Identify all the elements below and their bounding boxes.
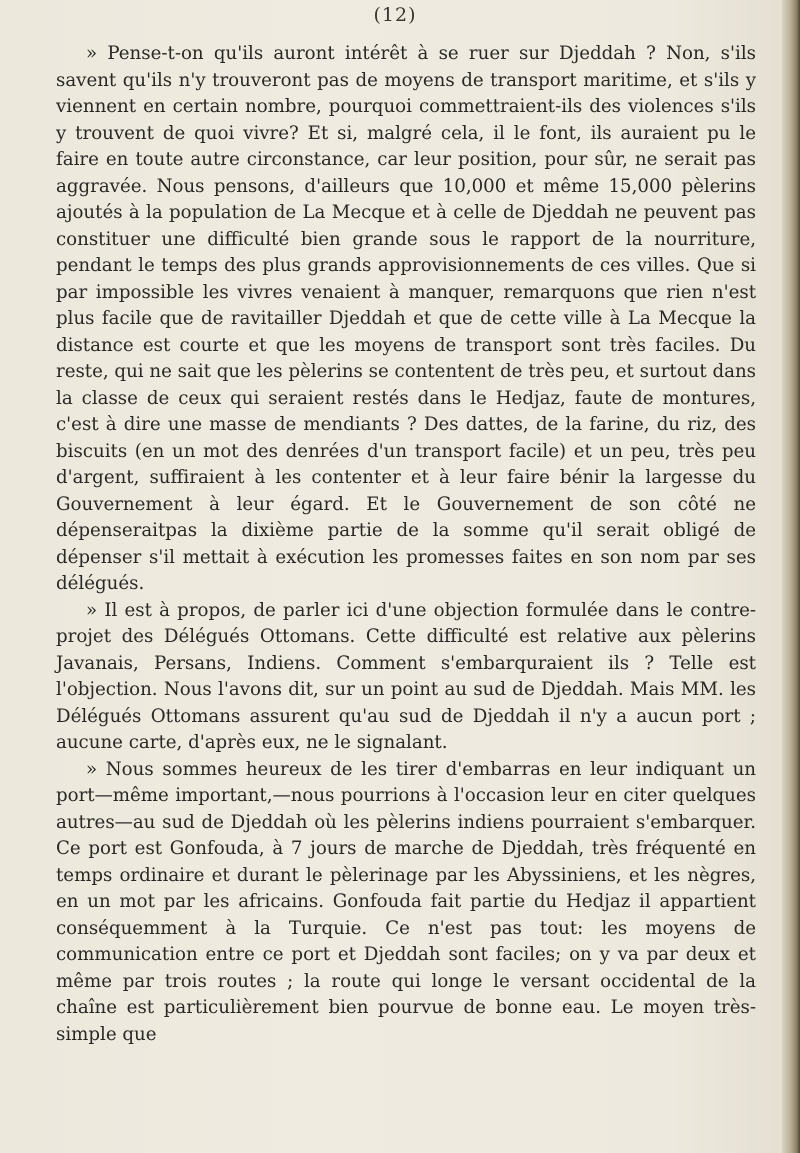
book-binding-edge	[782, 0, 800, 1153]
paragraph-1: » Pense-t-on qu'ils auront intérêt à se ruer sur Djeddah ? Non, s'ils savent qu'ils n'y trouveront pas de moyens de transport maritime, et s'ils y viennent en certain nombre, pourquoi commettraient-ils des violences s'ils y trouvent de quoi vivre? Et si, malgré cela, il le font, ils auraient pu le faire en toute autre circonstance, car leur position, pour sûr, ne serait pas aggravée. Nous pensons, d'ailleurs que 10,000 et même 15,000 pèlerins ajoutés à la population de La Mecque et à celle de Djeddah ne peuvent pas constituer une difficulté bien grande sous le rapport de la nourriture, pendant le temps des plus grands approvisionnements de ces villes. Que si par impossible les vivres venaient à manquer, remarquons que rien n'est plus facile que de ravitailler Djeddah et que de cette ville à La Mecque la distance est courte et que les moyens de transport sont très faciles. Du reste, qui ne sait que les pèlerins se contentent de très peu, et surtout dans la classe de ceux qui seraient restés dans le Hedjaz, faute de montures, c'est à dire une masse de mendiants ? Des dattes, de la farine, du riz, des biscuits (en un mot des denrées d'un transport facile) et un peu, très peu d'argent, suffiraient à les contenter et à leur faire bénir la largesse du Gouvernement à leur égard. Et le Gouvernement de son côté ne dépenseraitpas la dixième partie de la somme qu'il serait obligé de dépenser s'il mettait à exécution les promesses faites en son nom par ses délégués.	[56, 43, 756, 594]
body-text	[56, 41, 756, 1048]
paragraph-3: » Nous sommes heureux de les tirer d'embarras en leur indiquant un port—même important,—nous pourrions à l'occasion leur en citer quelques autres—au sud de Djeddah où les pèlerins indiens pourraient s'embarquer. Ce port est Gonfouda, à 7 jours de marche de Djeddah, très fréquenté en temps ordinaire et durant le pèlerinage par les Abyssiniens, et les nègres, en un mot par les africains. Gonfouda fait partie du Hedjaz il appartient conséquemment à la Turquie. Ce n'est pas tout: les moyens de communication entre ce port et Djeddah sont faciles; on y va par deux et même par trois routes ; la route qui longe le versant occidental de la chaîne est particulièrement bien pourvue de bonne eau. Le moyen très-simple que	[56, 758, 756, 1045]
paragraph-2: » Il est à propos, de parler ici d'une objection formulée dans le contre-projet des Délégués Ottomans. Cette difficulté est relative aux pèlerins Javanais, Persans, Indiens. Comment s'embarquraient ils ? Telle est l'objection. Nous l'avons dit, sur un point au sud de Djeddah. Mais MM. les Délégués Ottomans assurent qu'au sud de Djeddah il n'y a aucun port ; aucune carte, d'après eux, ne le signalant.	[56, 599, 756, 753]
page-number: (12)	[373, 4, 417, 26]
